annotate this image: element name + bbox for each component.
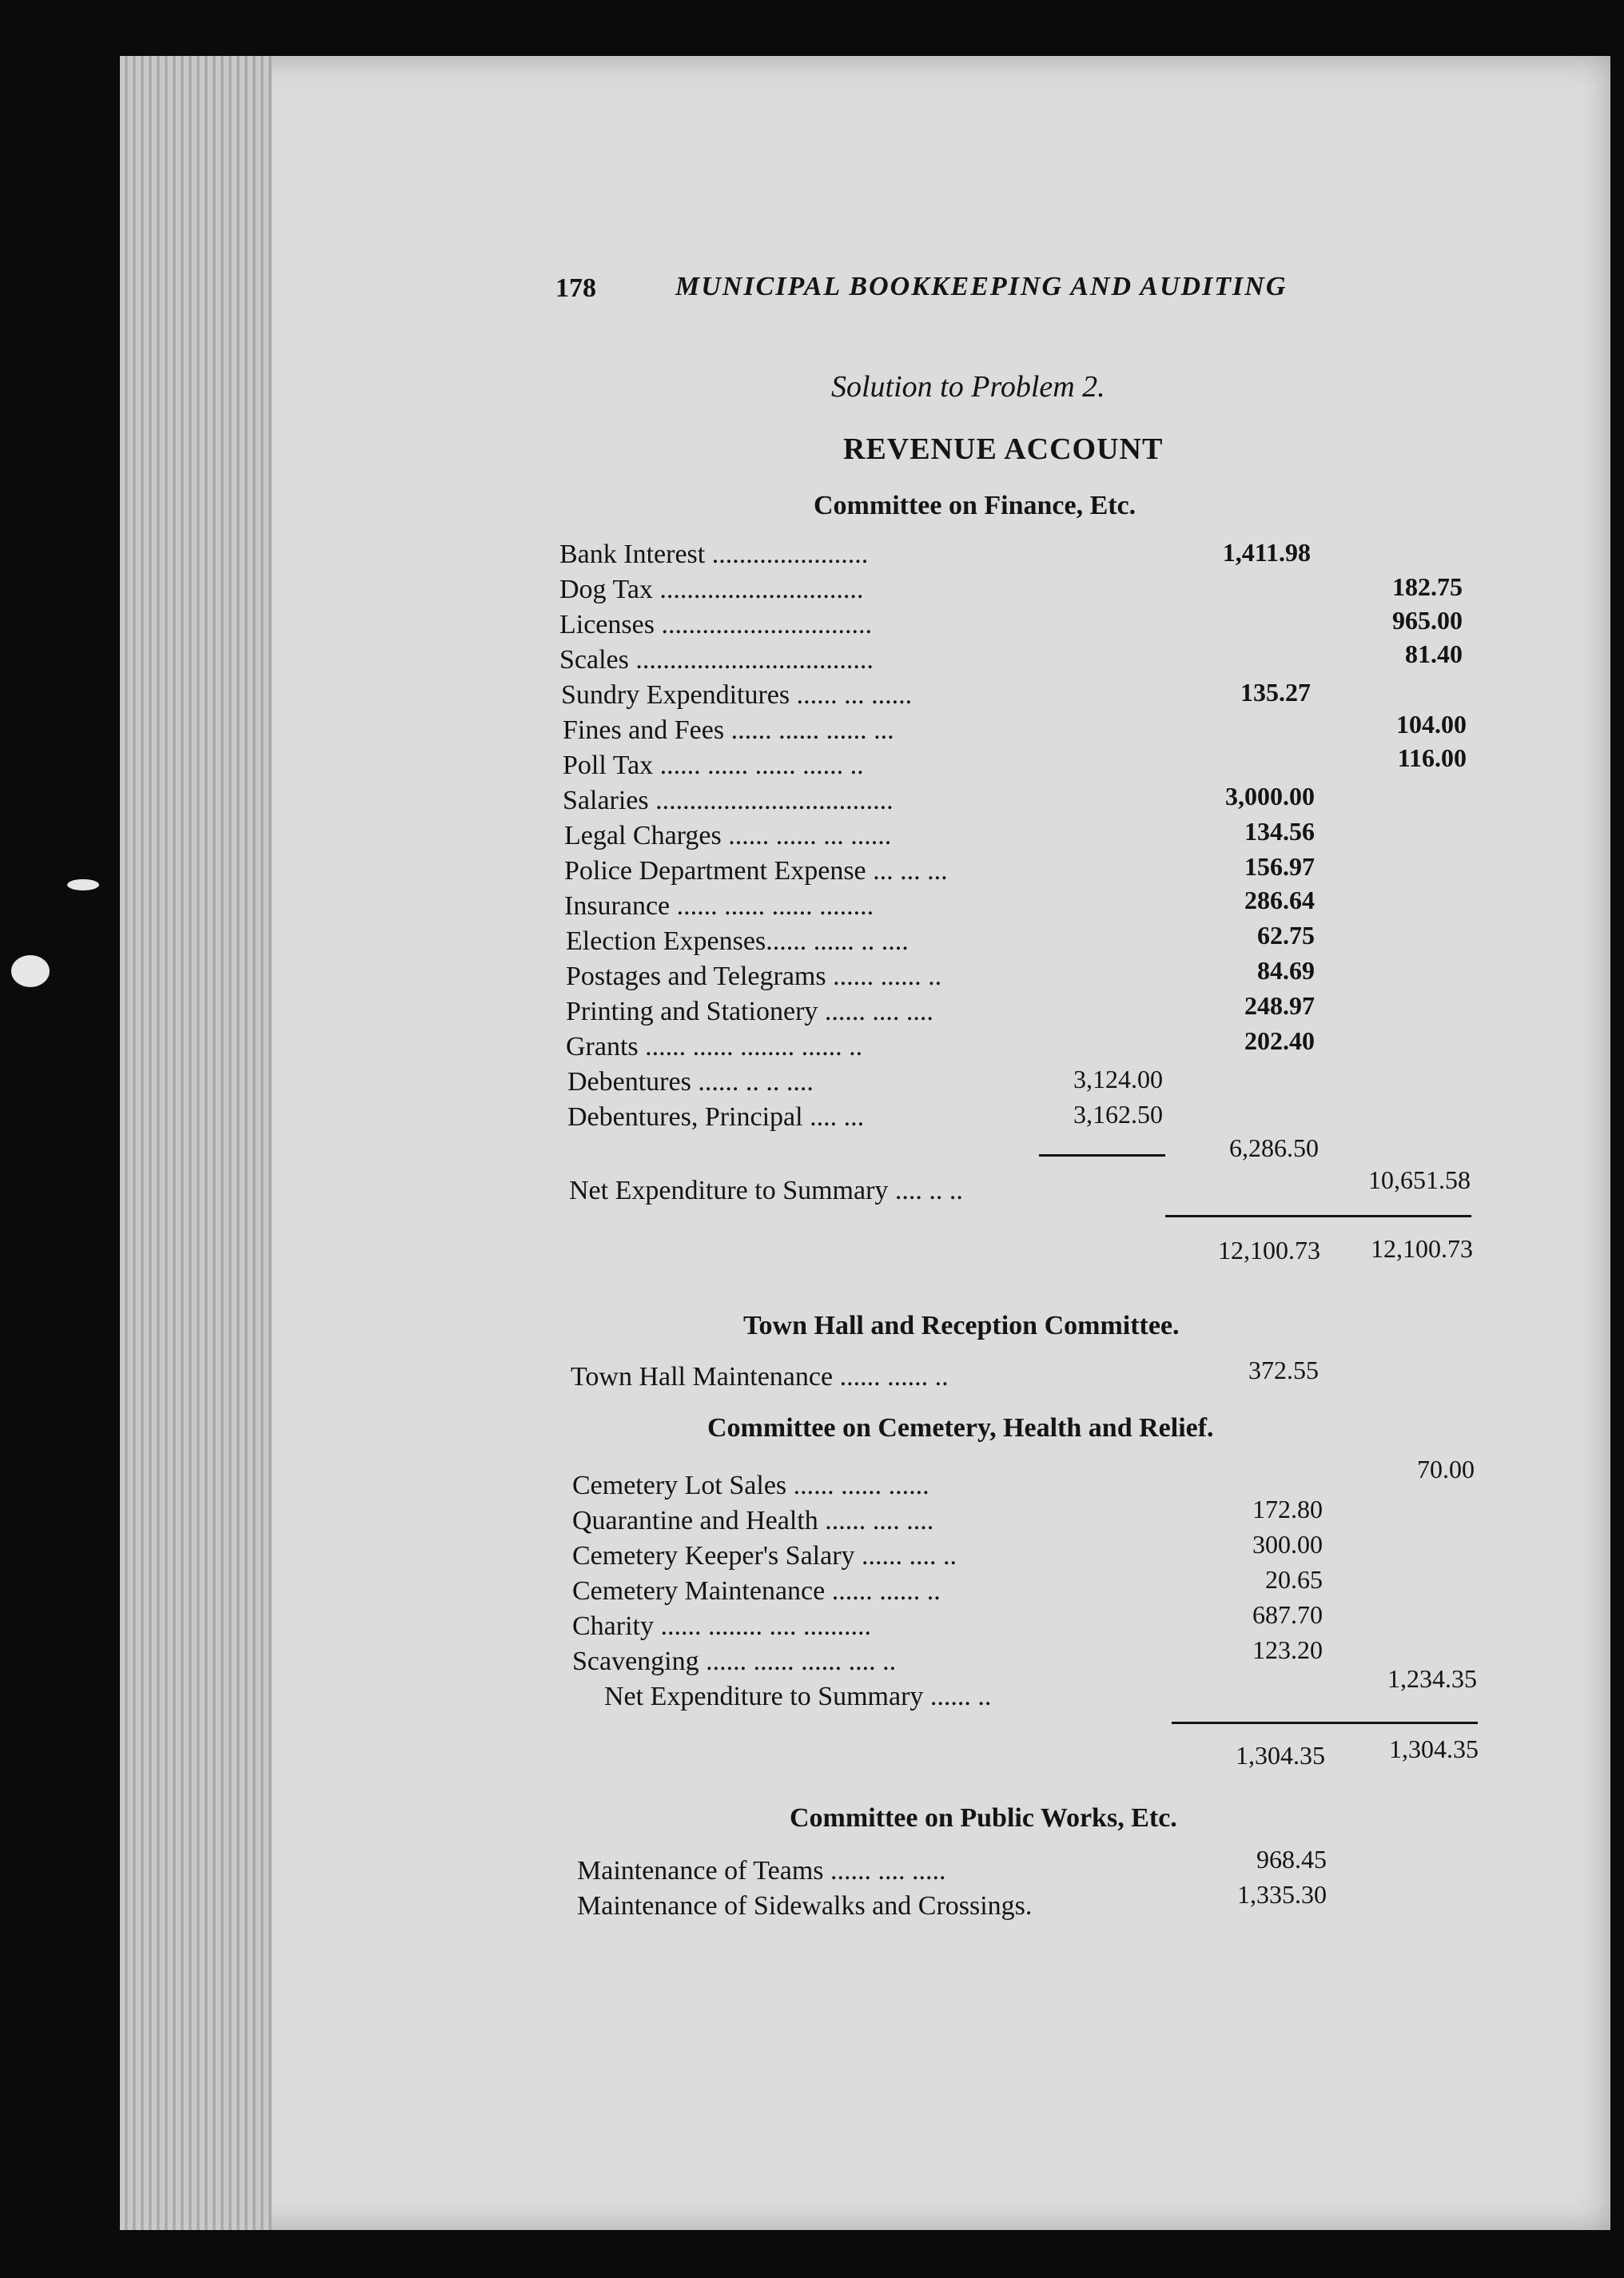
- amount-dog-tax: 182.75: [1392, 572, 1463, 601]
- row-label: Poll Tax ...... ...... ...... ...... ..: [563, 751, 864, 780]
- amount-cemetery-lot-sales: 70.00: [1417, 1455, 1475, 1483]
- account-heading: REVENUE ACCOUNT: [843, 432, 1164, 466]
- row-legal: [564, 821, 1160, 856]
- row-label: Licenses ...............................: [559, 610, 872, 639]
- amount-scavenging: 123.20: [1252, 1635, 1323, 1664]
- section-title-public-works: Committee on Public Works, Etc.: [790, 1803, 1177, 1833]
- amount-sundry: 135.27: [1240, 678, 1311, 707]
- row-label: Grants ...... ...... ........ ...... ..: [566, 1032, 863, 1061]
- row-label: Charity ...... ........ .... ..........: [572, 1611, 871, 1641]
- row-keeper-salary: [572, 1541, 1168, 1576]
- row-charity: [572, 1611, 1168, 1647]
- row-label: Legal Charges ...... ...... ... ......: [564, 821, 892, 850]
- row-label: Salaries ...................................: [563, 786, 894, 815]
- section-title-town-hall: Town Hall and Reception Committee.: [743, 1311, 1180, 1340]
- row-election: [566, 926, 1161, 962]
- row-label: Cemetery Keeper's Salary ...... .... ..: [572, 1541, 957, 1571]
- row-fines: [563, 715, 1158, 751]
- amount-charity: 687.70: [1252, 1600, 1323, 1629]
- amount-net-expenditure: 10,651.58: [1368, 1165, 1471, 1194]
- row-postages: [566, 962, 1161, 997]
- row-label: Quarantine and Health ...... .... ....: [572, 1506, 934, 1535]
- row-label: Printing and Stationery ...... .... ....: [566, 997, 933, 1026]
- total-rule: [1165, 1215, 1471, 1217]
- row-sundry: [561, 680, 1156, 715]
- row-salaries: [563, 786, 1158, 821]
- amount-debentures-principal: 3,162.50: [1073, 1100, 1163, 1129]
- row-debentures-principal: [567, 1102, 1007, 1137]
- amount-insurance: 286.64: [1244, 886, 1315, 914]
- section-title-cemetery: Committee on Cemetery, Health and Relief.: [707, 1413, 1214, 1443]
- row-label: Net Expenditure to Summary .... .. ..: [569, 1176, 963, 1205]
- amount-postages: 84.69: [1257, 956, 1315, 985]
- total-revenue-finance: 12,100.73: [1371, 1234, 1473, 1263]
- page-edges: [120, 56, 272, 2230]
- amount-cemetery-net-expenditure: 1,234.35: [1387, 1664, 1477, 1693]
- row-police: [564, 856, 1160, 891]
- row-label: Maintenance of Sidewalks and Crossings.: [577, 1891, 1033, 1921]
- amount-town-hall-maintenance: 372.55: [1248, 1356, 1319, 1384]
- row-label: Net Expenditure to Summary ...... ..: [604, 1682, 992, 1711]
- row-label: Postages and Telegrams ...... ...... ..: [566, 962, 942, 991]
- row-grants: [566, 1032, 1161, 1067]
- running-title: MUNICIPAL BOOKKEEPING AND AUDITING: [675, 272, 1288, 301]
- row-label: Debentures, Principal .... ...: [567, 1102, 865, 1132]
- row-cemetery-maintenance: [572, 1576, 1168, 1611]
- row-quarantine: [572, 1506, 1168, 1541]
- row-scavenging: [572, 1647, 1168, 1682]
- section-title-finance: Committee on Finance, Etc.: [814, 491, 1136, 520]
- amount-fines: 104.00: [1396, 710, 1467, 739]
- row-label: Scavenging ...... ...... ...... .... ..: [572, 1647, 897, 1676]
- page-number: 178: [555, 273, 596, 303]
- amount-salaries: 3,000.00: [1225, 782, 1315, 810]
- total-revenue-cemetery: 1,304.35: [1389, 1734, 1479, 1763]
- row-label: Bank Interest .......................: [559, 540, 869, 569]
- amount-grants: 202.40: [1244, 1026, 1315, 1055]
- amount-scales: 81.40: [1405, 639, 1463, 668]
- scan-speck: [67, 879, 99, 890]
- subtotal-rule: [1039, 1154, 1165, 1157]
- amount-licenses: 965.00: [1392, 606, 1463, 635]
- problem-subtitle: Solution to Problem 2.: [831, 370, 1105, 404]
- amount-debentures: 3,124.00: [1073, 1065, 1163, 1093]
- row-net-expenditure: [569, 1176, 1164, 1211]
- amount-printing: 248.97: [1244, 991, 1315, 1020]
- amount-bank-interest: 1,411.98: [1222, 538, 1311, 567]
- row-dog-tax: [559, 575, 1155, 610]
- row-cemetery-lot-sales: [572, 1471, 1168, 1506]
- row-maintenance-teams: [577, 1856, 1172, 1891]
- row-insurance: [564, 891, 1160, 926]
- total-expenditure-finance: 12,100.73: [1218, 1236, 1320, 1264]
- row-label: Maintenance of Teams ...... .... .....: [577, 1856, 946, 1886]
- row-licenses: [559, 610, 1155, 645]
- amount-keeper-salary: 300.00: [1252, 1530, 1323, 1559]
- row-scales: [559, 645, 1155, 680]
- amount-poll-tax: 116.00: [1397, 743, 1467, 772]
- row-poll-tax: [563, 751, 1158, 786]
- row-label: Cemetery Lot Sales ...... ...... ......: [572, 1471, 929, 1500]
- row-label: Election Expenses...... ...... .. ....: [566, 926, 909, 956]
- amount-police: 156.97: [1244, 852, 1315, 881]
- amount-legal: 134.56: [1244, 817, 1315, 846]
- total-expenditure-cemetery: 1,304.35: [1236, 1741, 1325, 1770]
- row-label: Fines and Fees ...... ...... ...... ...: [563, 715, 894, 745]
- row-bank-interest: [559, 540, 1155, 575]
- amount-maintenance-sidewalks: 1,335.30: [1237, 1880, 1327, 1909]
- row-town-hall-maintenance: [571, 1362, 1166, 1397]
- amount-election: 62.75: [1257, 921, 1315, 950]
- amount-maintenance-teams: 968.45: [1256, 1845, 1327, 1874]
- row-debentures: [567, 1067, 1007, 1102]
- row-cemetery-net-expenditure: [604, 1682, 1168, 1717]
- row-maintenance-sidewalks: [577, 1891, 1172, 1926]
- row-label: Debentures ...... .. .. ....: [567, 1067, 814, 1097]
- row-label: Cemetery Maintenance ...... ...... ..: [572, 1576, 941, 1606]
- row-label: Sundry Expenditures ...... ... ......: [561, 680, 913, 710]
- row-label: Scales ...................................: [559, 645, 874, 675]
- amount-debentures-total: 6,286.50: [1229, 1133, 1319, 1162]
- amount-quarantine: 172.80: [1252, 1495, 1323, 1523]
- row-label: Dog Tax ..............................: [559, 575, 864, 604]
- amount-cemetery-maintenance: 20.65: [1265, 1565, 1323, 1594]
- row-label: Town Hall Maintenance ...... ...... ..: [571, 1362, 949, 1392]
- row-label: Police Department Expense ... ... ...: [564, 856, 948, 886]
- row-label: Insurance ...... ...... ...... ........: [564, 891, 874, 921]
- row-printing: [566, 997, 1161, 1032]
- total-rule: [1172, 1722, 1478, 1724]
- scan-speck: [11, 955, 50, 987]
